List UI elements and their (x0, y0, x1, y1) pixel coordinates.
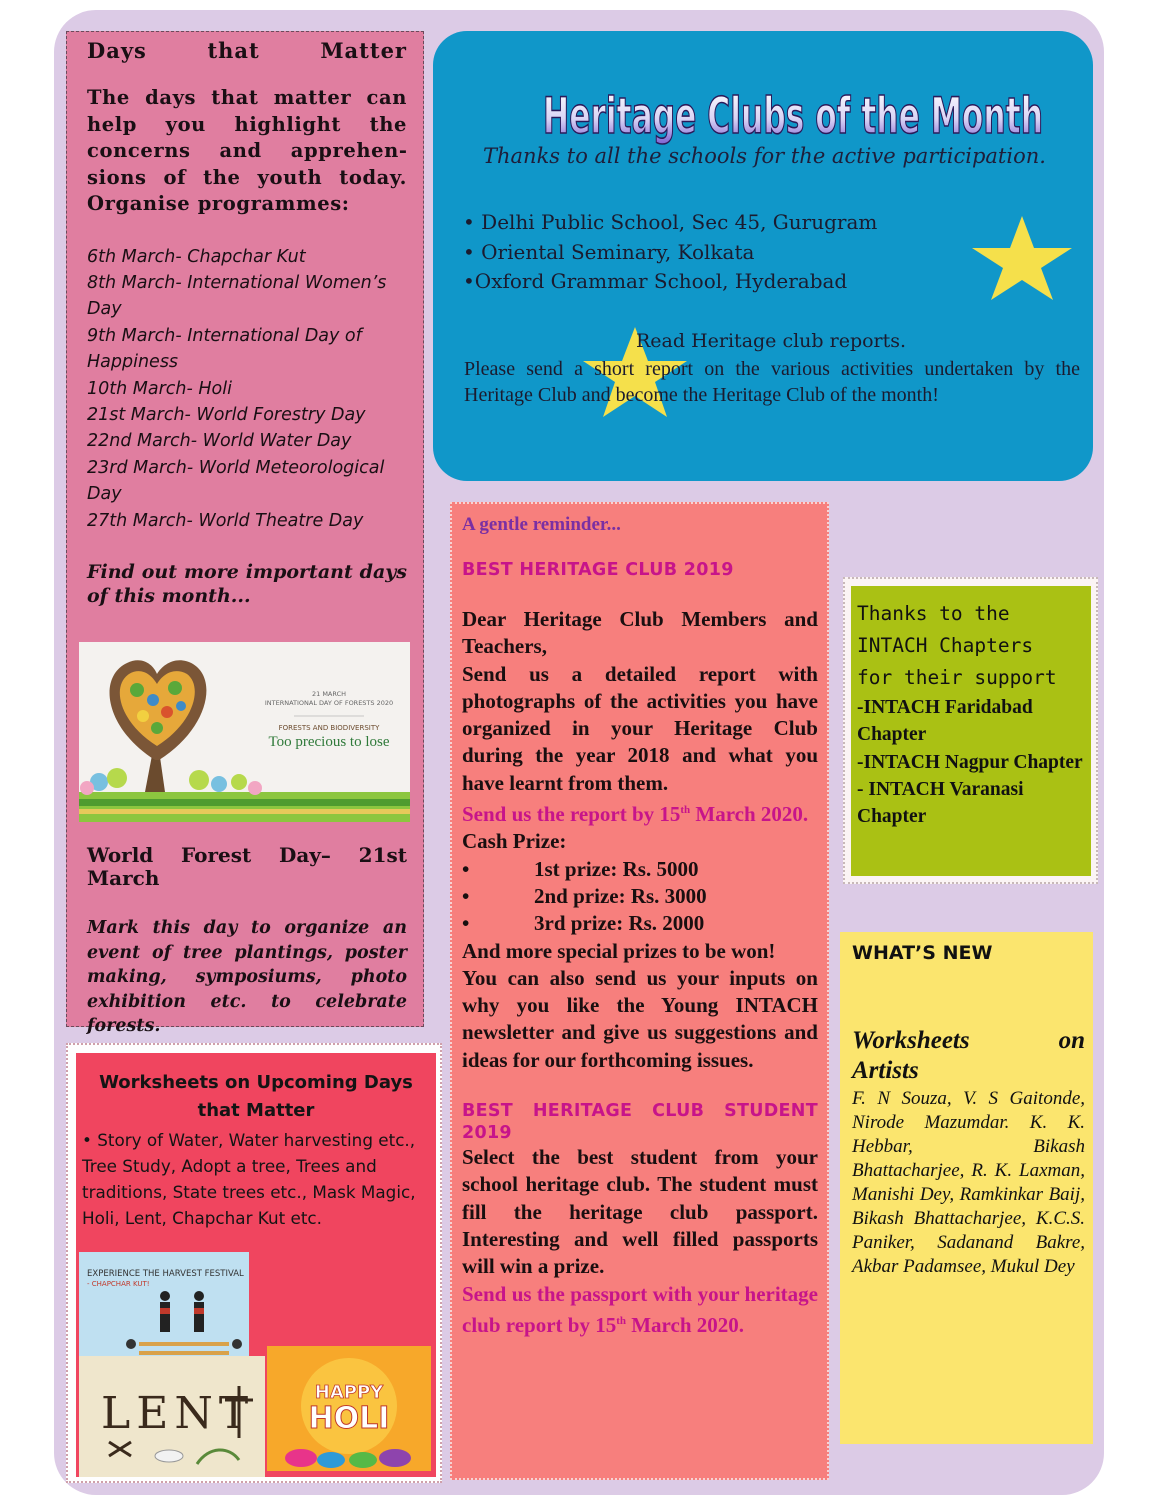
lent-image (79, 1356, 265, 1477)
more-prizes-text: And more special prizes to be won! (462, 938, 776, 963)
heritage-title-wordart (433, 75, 1093, 147)
chapters-thanks-line: for their support (857, 666, 1057, 689)
world-forest-day-description: Mark this day to organize an event of tree plantings, poster making, symposiums, photo exhibition etc. to celebrate forests. (87, 918, 407, 1036)
day-item: 23rd March- World Meteorological Day (87, 457, 385, 505)
worksheets-on-artists-heading (852, 1026, 1085, 1086)
poster-event: INTERNATIONAL DAY OF FORESTS 2020 (264, 699, 394, 707)
chapters-thanks-line: Thanks to the (857, 602, 1010, 625)
poster-theme: FORESTS AND BIODIVERSITY (278, 724, 380, 732)
ws-word: Worksheets (852, 1027, 970, 1054)
worksheets-heading: Worksheets on Upcoming Days that Matter (99, 1072, 413, 1121)
poster-slogan: Too precious to lose (268, 734, 390, 750)
worksheets-inner (76, 1053, 436, 1477)
whats-new-heading: WHAT’S NEW (852, 942, 993, 964)
send-report-text: Please send a short report on the various activities undertaken by the Heritage Club and become the Heritage Club of the month! (464, 358, 1080, 406)
find-more-text: Find out more important days of this month... (87, 560, 407, 607)
day-item: 10th March- Holi (87, 378, 232, 399)
days-title-word: Days (87, 38, 147, 63)
wf-word: 21st (358, 843, 407, 867)
best-student-heading: BEST HERITAGE CLUB STUDENT 2019 (462, 1101, 818, 1144)
chapter-item: - INTACH Varanasi Chapter (857, 778, 1024, 828)
artists-list: F. N Souza, V. S Gaitonde, Nirode Mazumdar. K. K. Hebbar, Bikash Bhattacharjee, R. K. Laxman, Manishi Dey, Ramkinkar Baij, Bikash Bhattacharjee, K.C.S. Paniker, Sadanand Bakre, Akbar Padamsee, Mukul Dey (852, 1088, 1085, 1277)
chapchar-kut-image (79, 1252, 249, 1364)
happy-holi-image (267, 1346, 431, 1471)
heritage-thanks: Thanks to all the schools for the active participation. (483, 144, 1046, 168)
heritage-clubs-panel (433, 31, 1093, 481)
chapter-item: -INTACH Faridabad Chapter (857, 697, 1033, 746)
bullet: • (462, 883, 470, 908)
days-list (87, 244, 407, 534)
forest-day-poster-image (79, 642, 410, 822)
days-title (87, 38, 407, 63)
ws-word: Artists (852, 1057, 919, 1084)
deadline-sup: th (616, 1314, 626, 1327)
select-student-text: Select the best student from your school heritage club. The student must fill the heritage club passport. Interesting and well filled passports will win a prize. (462, 1145, 818, 1279)
days-title-word: that (207, 38, 260, 63)
passport-deadline (462, 1281, 818, 1340)
holi-happy: HAPPY (314, 1382, 384, 1403)
report-deadline (462, 797, 818, 828)
star-icon (968, 214, 1076, 302)
school-item: • Delhi Public School, Sec 45, Gurugram (463, 210, 878, 234)
worksheets-body: • Story of Water, Water harvesting etc., Tree Study, Adopt a tree, Trees and traditions, State trees etc., Mask Magic, Holi, Lent, Chapchar Kut etc. (82, 1130, 416, 1228)
chapters-panel (843, 577, 1098, 884)
lent-word: LENT (101, 1388, 255, 1439)
chapter-item: -INTACH Nagpur Chapter (857, 751, 1083, 773)
deadline-sup: th (680, 804, 691, 817)
prize-item (462, 883, 818, 910)
wf-word: Forest (181, 843, 252, 867)
day-item: 27th March- World Theatre Day (87, 510, 364, 531)
school-item: •Oxford Grammar School, Hyderabad (463, 269, 848, 293)
deadline-text: Send us the passport with your heritage club report by 15 (462, 1281, 818, 1337)
world-forest-day-heading (87, 844, 407, 890)
chapters-inner (851, 586, 1091, 876)
holi-word: HOLI (308, 1401, 390, 1436)
school-item: • Oriental Seminary, Kolkata (463, 239, 755, 264)
ws-word: on (1058, 1027, 1085, 1054)
inputs-text: You can also send us your inputs on why you like the Young INTACH newsletter and give us suggestions and ideas for our forthcoming issues. (462, 965, 818, 1072)
heritage-title: Heritage Clubs of the Month (543, 87, 1043, 145)
days-intro: The days that matter can help you highlight the concerns and apprehensions of the youth today. Organise programmes: (87, 86, 407, 215)
harvest-subtitle: - CHAPCHAR KUT! (87, 1280, 150, 1288)
whats-new-panel (840, 932, 1093, 1444)
day-item: 8th March- International Women’s Day (87, 272, 387, 320)
wf-word: March (87, 866, 160, 890)
chapters-thanks-line: INTACH Chapters (857, 634, 1034, 657)
day-item: 22nd March- World Water Day (87, 431, 352, 452)
day-item: 21st March- World Forestry Day (87, 404, 366, 425)
prize-item (462, 910, 818, 937)
deadline-text: March 2020. (690, 802, 809, 827)
worksheets-panel (66, 1043, 442, 1483)
bullet: • (462, 856, 470, 881)
prize-text: 2nd prize: Rs. 3000 (534, 883, 707, 908)
read-reports-text: Read Heritage club reports. (636, 330, 907, 352)
days-title-word: Matter (320, 38, 407, 63)
heritage-school-list (463, 208, 877, 297)
deadline-text: Send us the report by 15 (462, 802, 681, 827)
day-item: 6th March- Chapchar Kut (87, 246, 306, 267)
prize-item (462, 856, 818, 883)
best-club-heading: BEST HERITAGE CLUB 2019 (462, 560, 734, 580)
send-report-instructions: Send us a detailed report with photographs of the activities you have organized in your Heritage Club during the year 2018 and what you have learnt from them. (462, 661, 818, 795)
bullet: • (462, 911, 470, 936)
prize-text: 1st prize: Rs. 5000 (534, 856, 699, 881)
poster-date: 21 MARCH (311, 690, 347, 698)
deadline-text: March 2020. (625, 1312, 744, 1337)
gentle-reminder-heading: A gentle reminder... (462, 514, 621, 535)
dear-text: Dear Heritage Club Members and Teachers, (462, 607, 818, 659)
harvest-title: EXPERIENCE THE HARVEST FESTIVAL (87, 1269, 244, 1279)
reminder-panel (450, 502, 829, 1480)
wf-word: Day– (278, 843, 331, 867)
cash-prize-label: Cash Prize: (462, 829, 567, 854)
day-item: 9th March- International Day of Happiness (87, 325, 362, 373)
days-that-matter-panel (66, 31, 424, 1036)
wf-word: World (87, 843, 154, 867)
prize-text: 3rd prize: Rs. 2000 (534, 911, 705, 936)
